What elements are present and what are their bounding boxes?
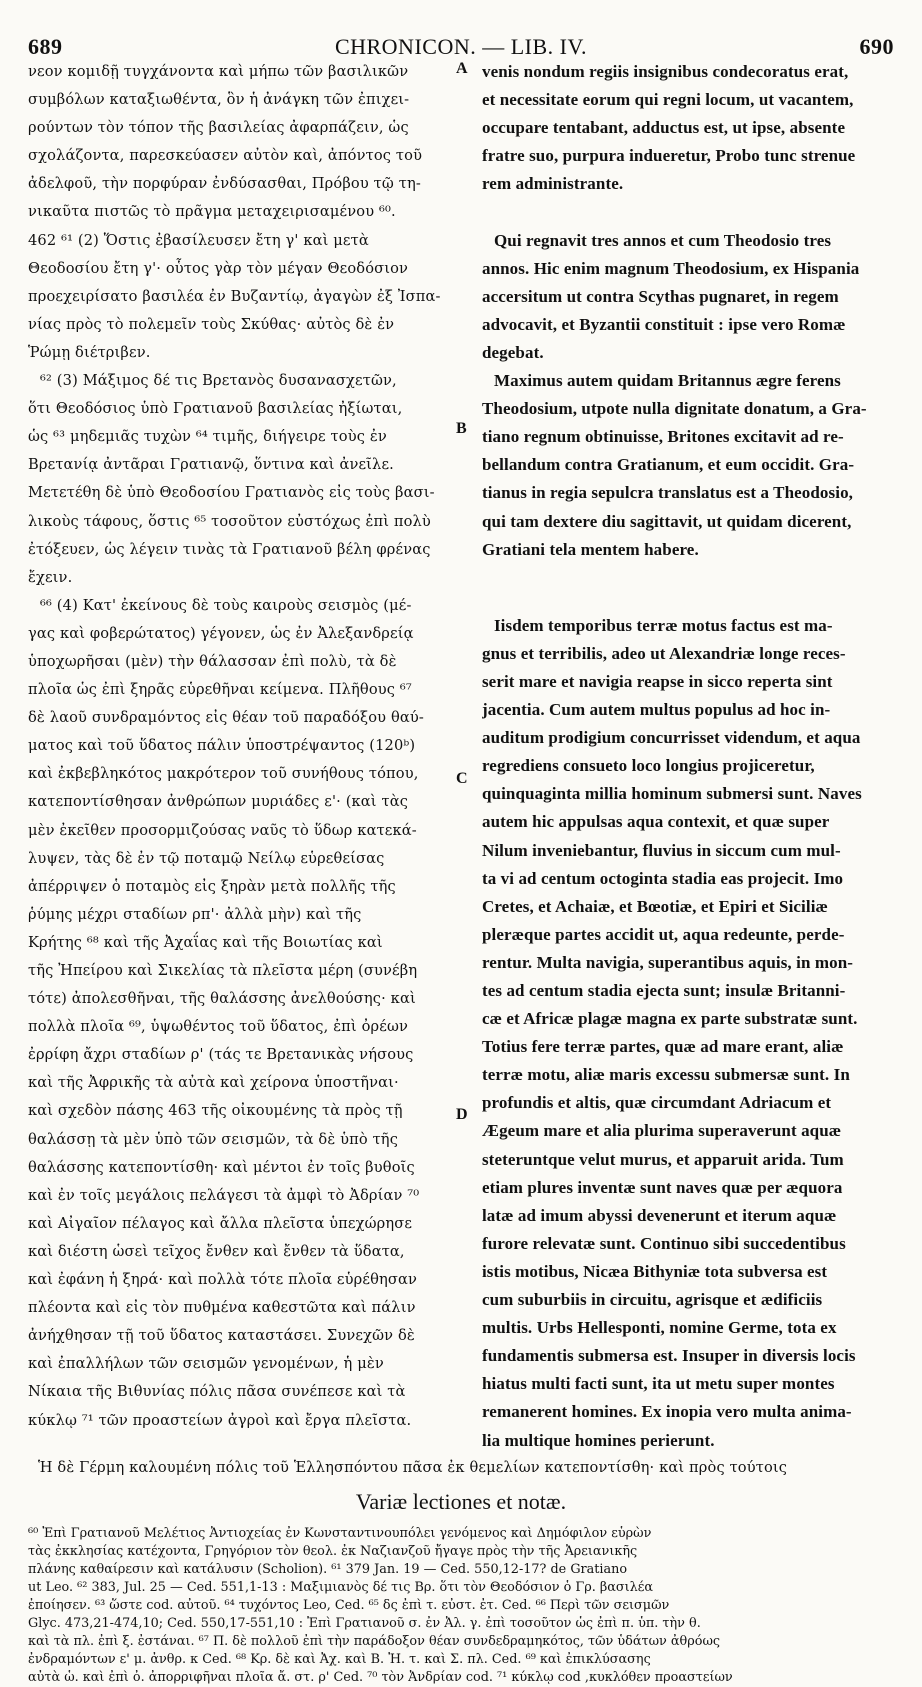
latin-line: Nilum inveniebantur, fluvius in siccum cum mul- <box>481 840 841 860</box>
margin-letter-c: C <box>456 770 468 787</box>
latin-line: occupare tentabant, adductus est, ut ipse, absente <box>481 118 846 138</box>
latin-line: fundamentis submersa est. Insuper in diversis locis <box>481 1346 856 1366</box>
greek-line: δὲ λαοῦ συνδραμόντος εἰς θέαν τοῦ παραδόξου θαύ- <box>28 709 425 727</box>
greek-line: προεχειρίσατο βασιλέα ἐν Βυζαντίῳ, ἀγαγὼν ἐξ Ἰσπα- <box>28 287 441 305</box>
greek-line: ρούντων τὸν τόπον τῆς βασιλείας ἀφαρπάζειν, ὡς <box>28 119 409 137</box>
latin-line: Gratiani tela mentem habere. <box>481 539 699 559</box>
footnote-line: καὶ τὰ πλ. ἐπὶ ξ. ἐστάναι. ⁶⁷ Π. δὲ πολλοῦ ἐπὶ τὴν παράδοξον θέαν συνδεδραμηκότος, τῶν ὑδάτων ἀθρόως <box>28 1633 721 1649</box>
greek-line: καὶ διέστη ὡσεὶ τεῖχος ἔνθεν καὶ ἔνθεν τὰ ὕδατα, <box>28 1242 405 1260</box>
latin-line: autem hic appulsas aqua contexit, et quæ super <box>481 812 830 832</box>
greek-line: θαλάσσης κατεποντίσθη· καὶ μέντοι ἐν τοῖς βυθοῖς <box>28 1158 415 1176</box>
greek-line: Θεοδοσίου ἔτη γ'· οὗτος γὰρ τὸν μέγαν Θεοδόσιον <box>28 259 409 277</box>
latin-line: Ægeum mare et alia plurima superaverunt aquæ <box>481 1121 842 1141</box>
greek-line: λικοὺς τάφους, ὅστις ⁶⁵ τοσοῦτον εὐστόχως ἐπὶ πολὺ <box>28 512 431 530</box>
footnotes <box>28 1525 894 1687</box>
latin-line: Theodosium, utpote nulla dignitate donatum, a Gra- <box>481 399 867 419</box>
paragraph-gap <box>482 564 894 592</box>
greek-line: νικαῦτα πιστῶς τὸ πρᾶγμα μεταχειρισαμένου ⁶⁰. <box>28 203 396 221</box>
latin-line: accersitum ut contra Scythas pugnaret, in regem <box>481 286 839 306</box>
greek-line: σχολάζοντα, παρεσκεύασεν αὐτὸν καὶ, ἀπόντος τοῦ <box>28 147 423 165</box>
latin-line: annos. Hic enim magnum Theodosium, ex Hispania <box>481 258 860 278</box>
latin-line: Maximus autem quidam Britannus ægre ferens <box>493 371 841 391</box>
greek-line: ματος καὶ τοῦ ὕδατος πάλιν ὑποστρέψαντος (120ᵇ) <box>28 737 416 755</box>
latin-line: tianus in regia sepulcra translatus est a Theodosio, <box>481 483 854 503</box>
latin-line: degebat. <box>481 342 544 362</box>
latin-line: jacentia. Cum autem multus populus ad hoc in- <box>481 700 831 720</box>
latin-line: Iisdem temporibus terræ motus factus est ma- <box>493 615 833 635</box>
footnote-line: ἐποίησεν. ⁶³ ὥστε cod. αὐτοῦ. ⁶⁴ τυχόντος Leo, Ced. ⁶⁵ δς ἐπὶ τ. εὐστ. ἐτ. Ced. ⁶⁶ Περὶ τῶν σεισμῶν <box>28 1597 670 1613</box>
greek-line: καὶ τῆς Ἀφρικῆς τὰ αὐτὰ καὶ χείρονα ὑποστῆναι· <box>28 1074 399 1092</box>
latin-line: lia multique homines perierunt. <box>481 1430 715 1450</box>
greek-line: ἔχειν. <box>28 568 73 586</box>
margin-letter-a: A <box>456 60 468 77</box>
greek-line: ἀνήχθησαν τῇ τοῦ ὕδατος καταστάσει. Συνεχῶν δὲ <box>28 1327 415 1345</box>
greek-line: Νίκαια τῆς Βιθυνίας πόλις πᾶσα συνέπεσε καὶ τὰ <box>28 1383 406 1401</box>
greek-line: νίας πρὸς τὸ πολεμεῖν τοὺς Σκύθας· αὐτὸς δὲ ἐν <box>28 315 395 333</box>
greek-line: ῥύμης μέχρι σταδίων ρπ'· ἀλλὰ μὴν) καὶ τῆς <box>28 905 362 923</box>
greek-line: τότε) ἀπολεσθῆναι, τῆς θαλάσσης ἀνελθούσης· καὶ <box>28 990 416 1008</box>
full-width-greek-line: Ἡ δὲ Γέρμη καλουμένη πόλις τοῦ Ἑλλησπόντου πᾶσα ἐκ θεμελίων κατεποντίσθη· καὶ πρὸς τούτοις <box>38 1458 788 1476</box>
greek-line: Ῥώμῃ διέτριβεν. <box>28 343 151 361</box>
margin-letter-d: D <box>456 1106 468 1123</box>
greek-line: ἐτόξευεν, ὡς λέγειν τινὰς τὰ Γρατιανοῦ βέλη φρένας <box>28 540 431 558</box>
footnote-line: τὰς ἐκκλησίας κατέχοντα, Γρηγόριον τὸν θεολ. ἐκ Ναζιανζοῦ ἤγαγε πρὸς τὴν τῆς Ἀρειανικῆς <box>28 1543 638 1559</box>
page-header <box>28 0 894 58</box>
footnote-line: ut Leo. ⁶² 383, Jul. 25 — Ced. 551,1-13 : Μαξιμιανὸς δέ τις Βρ. ὅτι τὸν Θεοδόσιον ὁ Γρ. βασιλέα <box>28 1579 654 1595</box>
greek-line: συμβόλων καταξιωθέντα, ὃν ἡ ἀνάγκη τῶν ἐπιχει- <box>28 91 410 109</box>
greek-line: νεον κομιδῇ τυγχάνοντα καὶ μήπω τῶν βασιλικῶν <box>28 63 409 80</box>
greek-line: καὶ ἐπαλλήλων τῶν σεισμῶν γενομένων, ἡ μὲν <box>28 1355 384 1373</box>
greek-line: Μετετέθη δὲ ὑπὸ Θεοδοσίου Γρατιανὸς εἰς τοὺς βασι- <box>28 484 435 502</box>
latin-line: remanerent homines. Ex inopia vero multa anima- <box>481 1402 852 1422</box>
latin-line: advocavit, et Byzantii constituit : ipse vero Romæ <box>481 314 846 334</box>
running-title: CHRONICON. — LIB. IV. <box>334 34 588 59</box>
latin-line: auditum prodigium concurrisset videndum, et aqua <box>481 728 861 748</box>
footnote-line: ⁶⁰ Ἐπὶ Γρατιανοῦ Μελέτιος Ἀντιοχείας ἐν Κωνσταντινουπόλει γενόμενος καὶ Δημόφιλον εὑρὼν <box>28 1525 652 1541</box>
latin-line: ta vi ad centum octoginta stadia eas projecit. Imo <box>481 868 844 888</box>
latin-line: cum suburbiis in circuitu, agrisque et ædificiis <box>481 1290 823 1310</box>
greek-line: ὡς ⁶³ μηδεμιᾶς τυχὼν ⁶⁴ τιμῆς, διήγειρε τοὺς ἐν <box>28 428 387 446</box>
paragraph-gap <box>482 198 894 226</box>
latin-line: serit mare et navigia reapse in sicco reperta sint <box>481 671 833 691</box>
latin-line: terræ motu, aliæ maris excessu submersæ sunt. In <box>481 1065 850 1085</box>
latin-line: gnus et terribilis, adeo ut Alexandriæ longe reces- <box>481 643 846 663</box>
latin-line: istis motibus, Nicæa Bithyniæ tota subversa est <box>481 1261 828 1281</box>
latin-column <box>464 58 894 1455</box>
latin-line: regrediens consueto loco longius projiceretur, <box>481 756 815 776</box>
notes-heading: Variæ lectiones et notæ. <box>355 1488 567 1514</box>
latin-line: pleræque partes accidit ut, aqua redeunte, perde- <box>481 924 845 944</box>
footnote-line: πλάνης καθαίρεσιν καὶ κατάλυσιν (Scholion). ⁶¹ 379 Jan. 19 — Ced. 550,12-17? de Gratiano <box>28 1561 628 1577</box>
latin-line: tes ad centum stadia ejecta sunt; insulæ Britanni- <box>481 981 846 1000</box>
greek-line: ἀδελφοῦ, τὴν πορφύραν ἐνδύσασθαι, Πρόβου τῷ τη- <box>28 175 421 193</box>
greek-line: καὶ Αἰγαῖον πέλαγος καὶ ἄλλα πλεῖστα ὑπεχώρησε <box>28 1214 413 1232</box>
greek-line: καὶ σχεδὸν πάσης 463 τῆς οἰκουμένης τὰ πρὸς τῇ <box>28 1102 403 1120</box>
greek-line: θαλάσσῃ τὰ μὲν ὑπὸ τῶν σεισμῶν, τὰ δὲ ὑπὸ τῆς <box>28 1130 399 1148</box>
margin-letter-b: B <box>456 420 467 437</box>
greek-line: ἀπέρριψεν ὁ ποταμὸς εἰς ξηρὰν μετὰ πολλῆς τῆς <box>28 877 396 895</box>
greek-line: ⁶² (3) Μάξιμος δέ τις Βρετανὸς δυσανασχετῶν, <box>40 372 397 390</box>
latin-line: bellandum contra Gratianum, et eum occidit. Gra- <box>481 455 855 475</box>
latin-line: cæ et Africæ plagæ magna ex parte substratæ sunt. <box>481 1009 858 1029</box>
greek-line: λυψεν, τὰς δὲ ἐν τῷ ποταμῷ Νείλῳ εὑρεθείσας <box>28 849 385 867</box>
footnote-line: ἐνδραμόντων ε' μ. ἀνθρ. κ Ced. ⁶⁸ Κρ. δὲ καὶ Ἀχ. καὶ Β. Ἠ. τ. καὶ Σ. πλ. Ced. ⁶⁹ καὶ ἐπικλύσασης <box>28 1651 651 1667</box>
page-number-left: 689 <box>28 34 63 59</box>
greek-line: πολλὰ πλοῖα ⁶⁹, ὑψωθέντος τοῦ ὕδατος, ἐπὶ ὀρέων <box>28 1018 409 1036</box>
latin-line: fratre suo, purpura indueretur, Probo tunc strenue <box>481 146 856 166</box>
greek-line: ⁶⁶ (4) Κατ' ἐκείνους δὲ τοὺς καιροὺς σεισμὸς (μέ- <box>40 596 412 614</box>
greek-line: καὶ ἐκβεβληκότος μακρότερον τοῦ συνήθους τόπου, <box>28 765 419 783</box>
latin-line: et necessitate eorum qui regni locum, ut vacantem, <box>481 90 854 110</box>
greek-line: Κρήτης ⁶⁸ καὶ τῆς Ἀχαΐας καὶ τῆς Βοιωτίας καὶ <box>28 933 383 951</box>
two-column-body <box>28 58 894 1455</box>
greek-line: καὶ ἐν τοῖς μεγάλοις πελάγεσι τὰ ἀμφὶ τὸ Ἀδρίαν ⁷⁰ <box>28 1186 420 1204</box>
latin-line: rem administrante. <box>481 174 624 194</box>
greek-line: γας καὶ φοβερώτατος) γέγονεν, ὡς ἐν Ἀλεξανδρείᾳ <box>28 624 414 642</box>
footnote-line: Glyc. 473,21-474,10; Ced. 550,17-551,10 : Ἐπὶ Γρατιανοῦ σ. ἐν Ἀλ. γ. ἐπὶ τοσοῦτον ὡς ἐπὶ π. ὑπ. τὴν θ. <box>28 1615 701 1631</box>
greek-line: τῆς Ἠπείρου καὶ Σικελίας τὰ πλεῖστα μέρη (συνέβη <box>28 962 418 979</box>
latin-line: etiam plures inventæ sunt naves quæ per æquora <box>481 1177 843 1197</box>
latin-line: quinquaginta millia hominum submersi sunt. Naves <box>481 784 862 804</box>
latin-line: hiatus multi facti sunt, ita ut metu super montes <box>481 1374 835 1394</box>
latin-line: venis nondum regiis insignibus condecoratus erat, <box>481 62 849 81</box>
greek-line: ἐρρίφη ἄχρι σταδίων ρ' (τάς τε Βρετανικὰς νήσους <box>28 1046 414 1064</box>
latin-line: rentur. Multa navigia, superantibus aquis, in mon- <box>481 952 854 972</box>
latin-line: furore relevatæ sunt. Continuo sibi succedentibus <box>481 1233 846 1253</box>
greek-line: κύκλῳ ⁷¹ τῶν προαστείων ἀγροὶ καὶ ἔργα πλεῖστα. <box>28 1411 412 1429</box>
footnote-line: αὐτὰ ὡ. καὶ ἐπὶ ὀ. ἀπορριφῆναι πλοῖα ἄ. στ. ρ' Ced. ⁷⁰ τὸν Ἀνδρίαν cod. ⁷¹ κύκλῳ cod ,κυκλόθεν προαστείων <box>28 1669 733 1685</box>
greek-line: 462 ⁶¹ (2) Ὅστις ἐβασίλευσεν ἔτη γ' καὶ μετὰ <box>28 231 369 249</box>
paragraph-gap <box>482 592 894 612</box>
greek-line: μὲν ἐκεῖθεν προσορμιζούσας ναῦς τὸ ὕδωρ κατεκά- <box>28 821 417 839</box>
greek-line: κατεποντίσθησαν ἀνθρώπων μυριάδες ε'· (καὶ τὰς <box>28 793 409 811</box>
greek-line: ὑποχωρῆσαι (μὲν) τὴν θάλασσαν ἐπὶ πολὺ, τὰ δὲ <box>28 652 397 670</box>
latin-line: Qui regnavit tres annos et cum Theodosio tres <box>493 230 832 250</box>
greek-line: ὅτι Θεοδόσιος ὑπὸ Γρατιανοῦ βασιλείας ἠξίωται, <box>28 400 403 418</box>
greek-line: καὶ ἐφάνη ἡ ξηρά· καὶ πολλὰ τότε πλοῖα εὑρέθησαν <box>28 1271 418 1289</box>
latin-line: Totius fere terræ partes, quæ ad mare erant, aliæ <box>481 1037 844 1057</box>
latin-line: steteruntque velut murus, et apparuit arida. Tum <box>481 1149 844 1169</box>
latin-line: Cretes, et Achaiæ, et Bœotiæ, et Epiri et Siciliæ <box>481 896 828 916</box>
latin-line: multis. Urbs Hellesponti, nomine Germe, tota ex <box>481 1318 837 1338</box>
greek-line: πλοῖα ὡς ἐπὶ ξηρᾶς εὑρεθῆναι κείμενα. Πλῆθους ⁶⁷ <box>28 681 412 699</box>
greek-column <box>28 58 464 1455</box>
greek-line: πλέοντα καὶ εἰς τὸν πυθμένα καθεστῶτα καὶ πάλιν <box>28 1299 416 1317</box>
latin-line: profundis et altis, quæ circumdant Adriacum et <box>481 1093 832 1113</box>
greek-line: Βρετανίᾳ ἀντᾶραι Γρατιανῷ, ὅντινα καὶ ἀνεῖλε. <box>28 456 394 474</box>
latin-line: tiano regnum obtinuisse, Britones excitavit ad re- <box>481 427 844 447</box>
latin-line: qui tam dextere diu sagittavit, ut quidam dicerent, <box>481 511 852 531</box>
latin-line: latæ ad imum abyssi devenerunt et iterum aquæ <box>481 1205 837 1225</box>
page-number-right: 690 <box>859 34 894 59</box>
